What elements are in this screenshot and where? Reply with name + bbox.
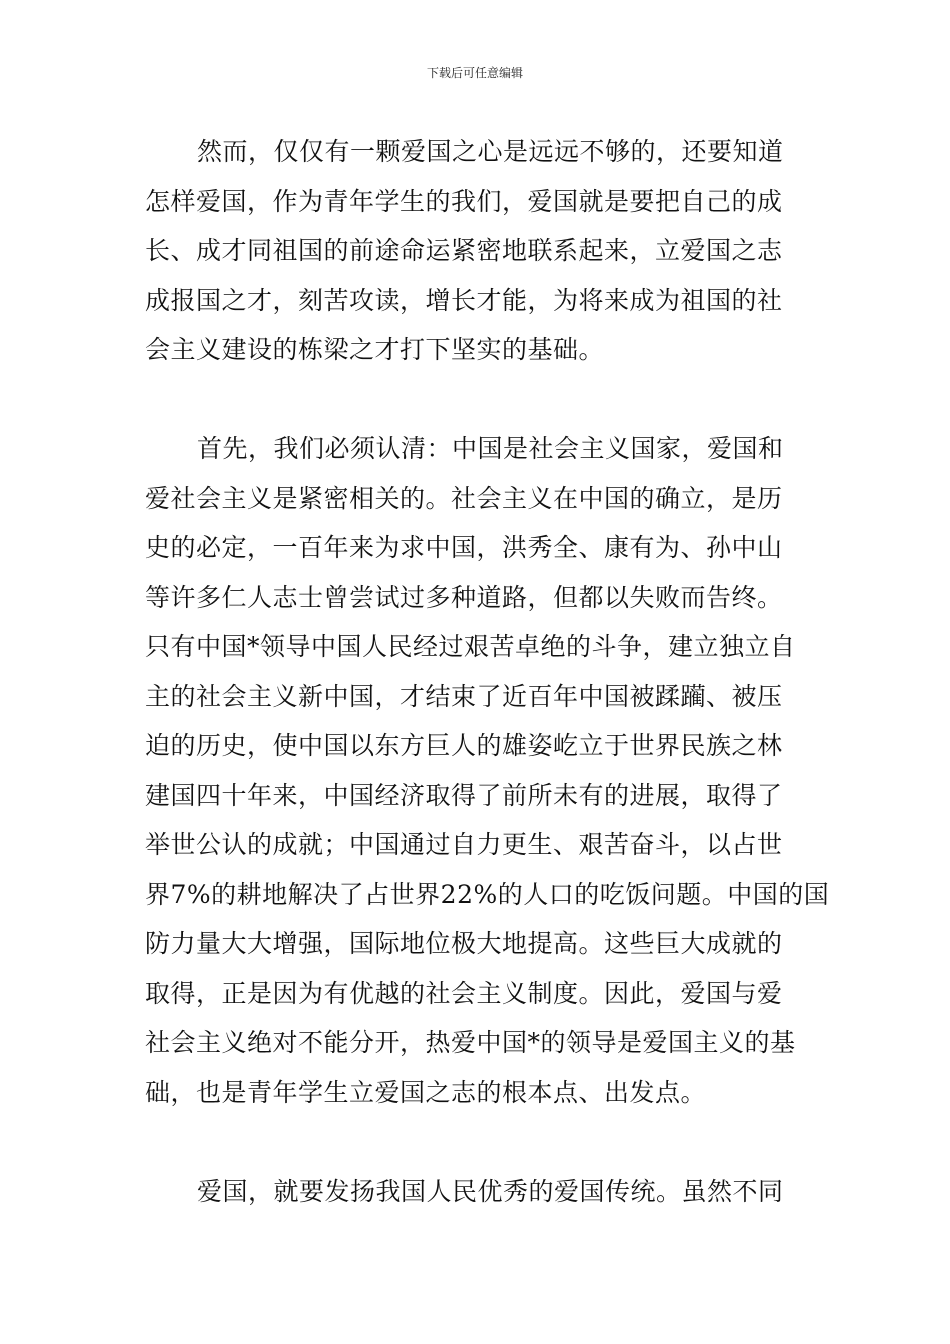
- paragraph-line: 成报国之才，刻苦攻读，增长才能，为将来成为祖国的社: [145, 285, 783, 315]
- document-body: [145, 127, 830, 1216]
- paragraph-line: 爱社会主义是紧密相关的。社会主义在中国的确立，是历: [145, 483, 783, 513]
- paragraph-line: 会主义建设的栋梁之才打下坚实的基础。: [145, 335, 605, 364]
- paragraph-line: 怎样爱国，作为青年学生的我们，爱国就是要把自己的成: [145, 186, 783, 216]
- paragraph-line: 史的必定，一百年来为求中国，洪秀全、康有为、孙中山: [145, 533, 783, 562]
- paragraph-2: [145, 424, 830, 1117]
- paragraph-line: 社会主义绝对不能分开，热爱中国*的领导是爱国主义的基: [145, 1028, 796, 1057]
- paragraph-line: 爱国，就要发扬我国人民优秀的爱国传统。虽然不同: [197, 1176, 784, 1206]
- page-header: 下载后可任意编辑: [426, 66, 523, 80]
- paragraph-3: [145, 1167, 825, 1217]
- paragraph-line: 只有中国*领导中国人民经过艰苦卓绝的斗争，建立独立自: [145, 632, 796, 661]
- paragraph-line: 主的社会主义新中国，才结束了近百年中国被蹂躏、被压: [145, 681, 783, 711]
- paragraph-line: 界7%的耕地解决了占世界22%的人口的吃饭问题。中国的国: [145, 879, 830, 909]
- paragraph-line: 长、成才同祖国的前途命运紧密地联系起来，立爱国之志: [145, 236, 783, 265]
- paragraph-spacer: [145, 375, 825, 425]
- paragraph-line: 防力量大大增强，国际地位极大地提高。这些巨大成就的: [145, 929, 783, 958]
- paragraph-line: 举世公认的成就；中国通过自力更生、艰苦奋斗，以占世: [145, 830, 783, 859]
- paragraph-line: 首先，我们必须认清：中国是社会主义国家，爱国和: [197, 434, 784, 463]
- paragraph-line: 迫的历史，使中国以东方巨人的雄姿屹立于世界民族之林: [145, 731, 783, 760]
- paragraph-spacer: [145, 1117, 825, 1167]
- paragraph-line: 然而，仅仅有一颗爱国之心是远远不够的，还要知道: [197, 137, 784, 166]
- paragraph-line: 建国四十年来，中国经济取得了前所未有的进展，取得了: [145, 780, 783, 810]
- paragraph-line: 础，也是青年学生立爱国之志的根本点、出发点。: [145, 1077, 707, 1107]
- paragraph-line: 取得，正是因为有优越的社会主义制度。因此，爱国与爱: [145, 978, 783, 1008]
- paragraph-1: [145, 127, 825, 375]
- paragraph-line: 等许多仁人志士曾尝试过多种道路，但都以失败而告终。: [145, 582, 783, 612]
